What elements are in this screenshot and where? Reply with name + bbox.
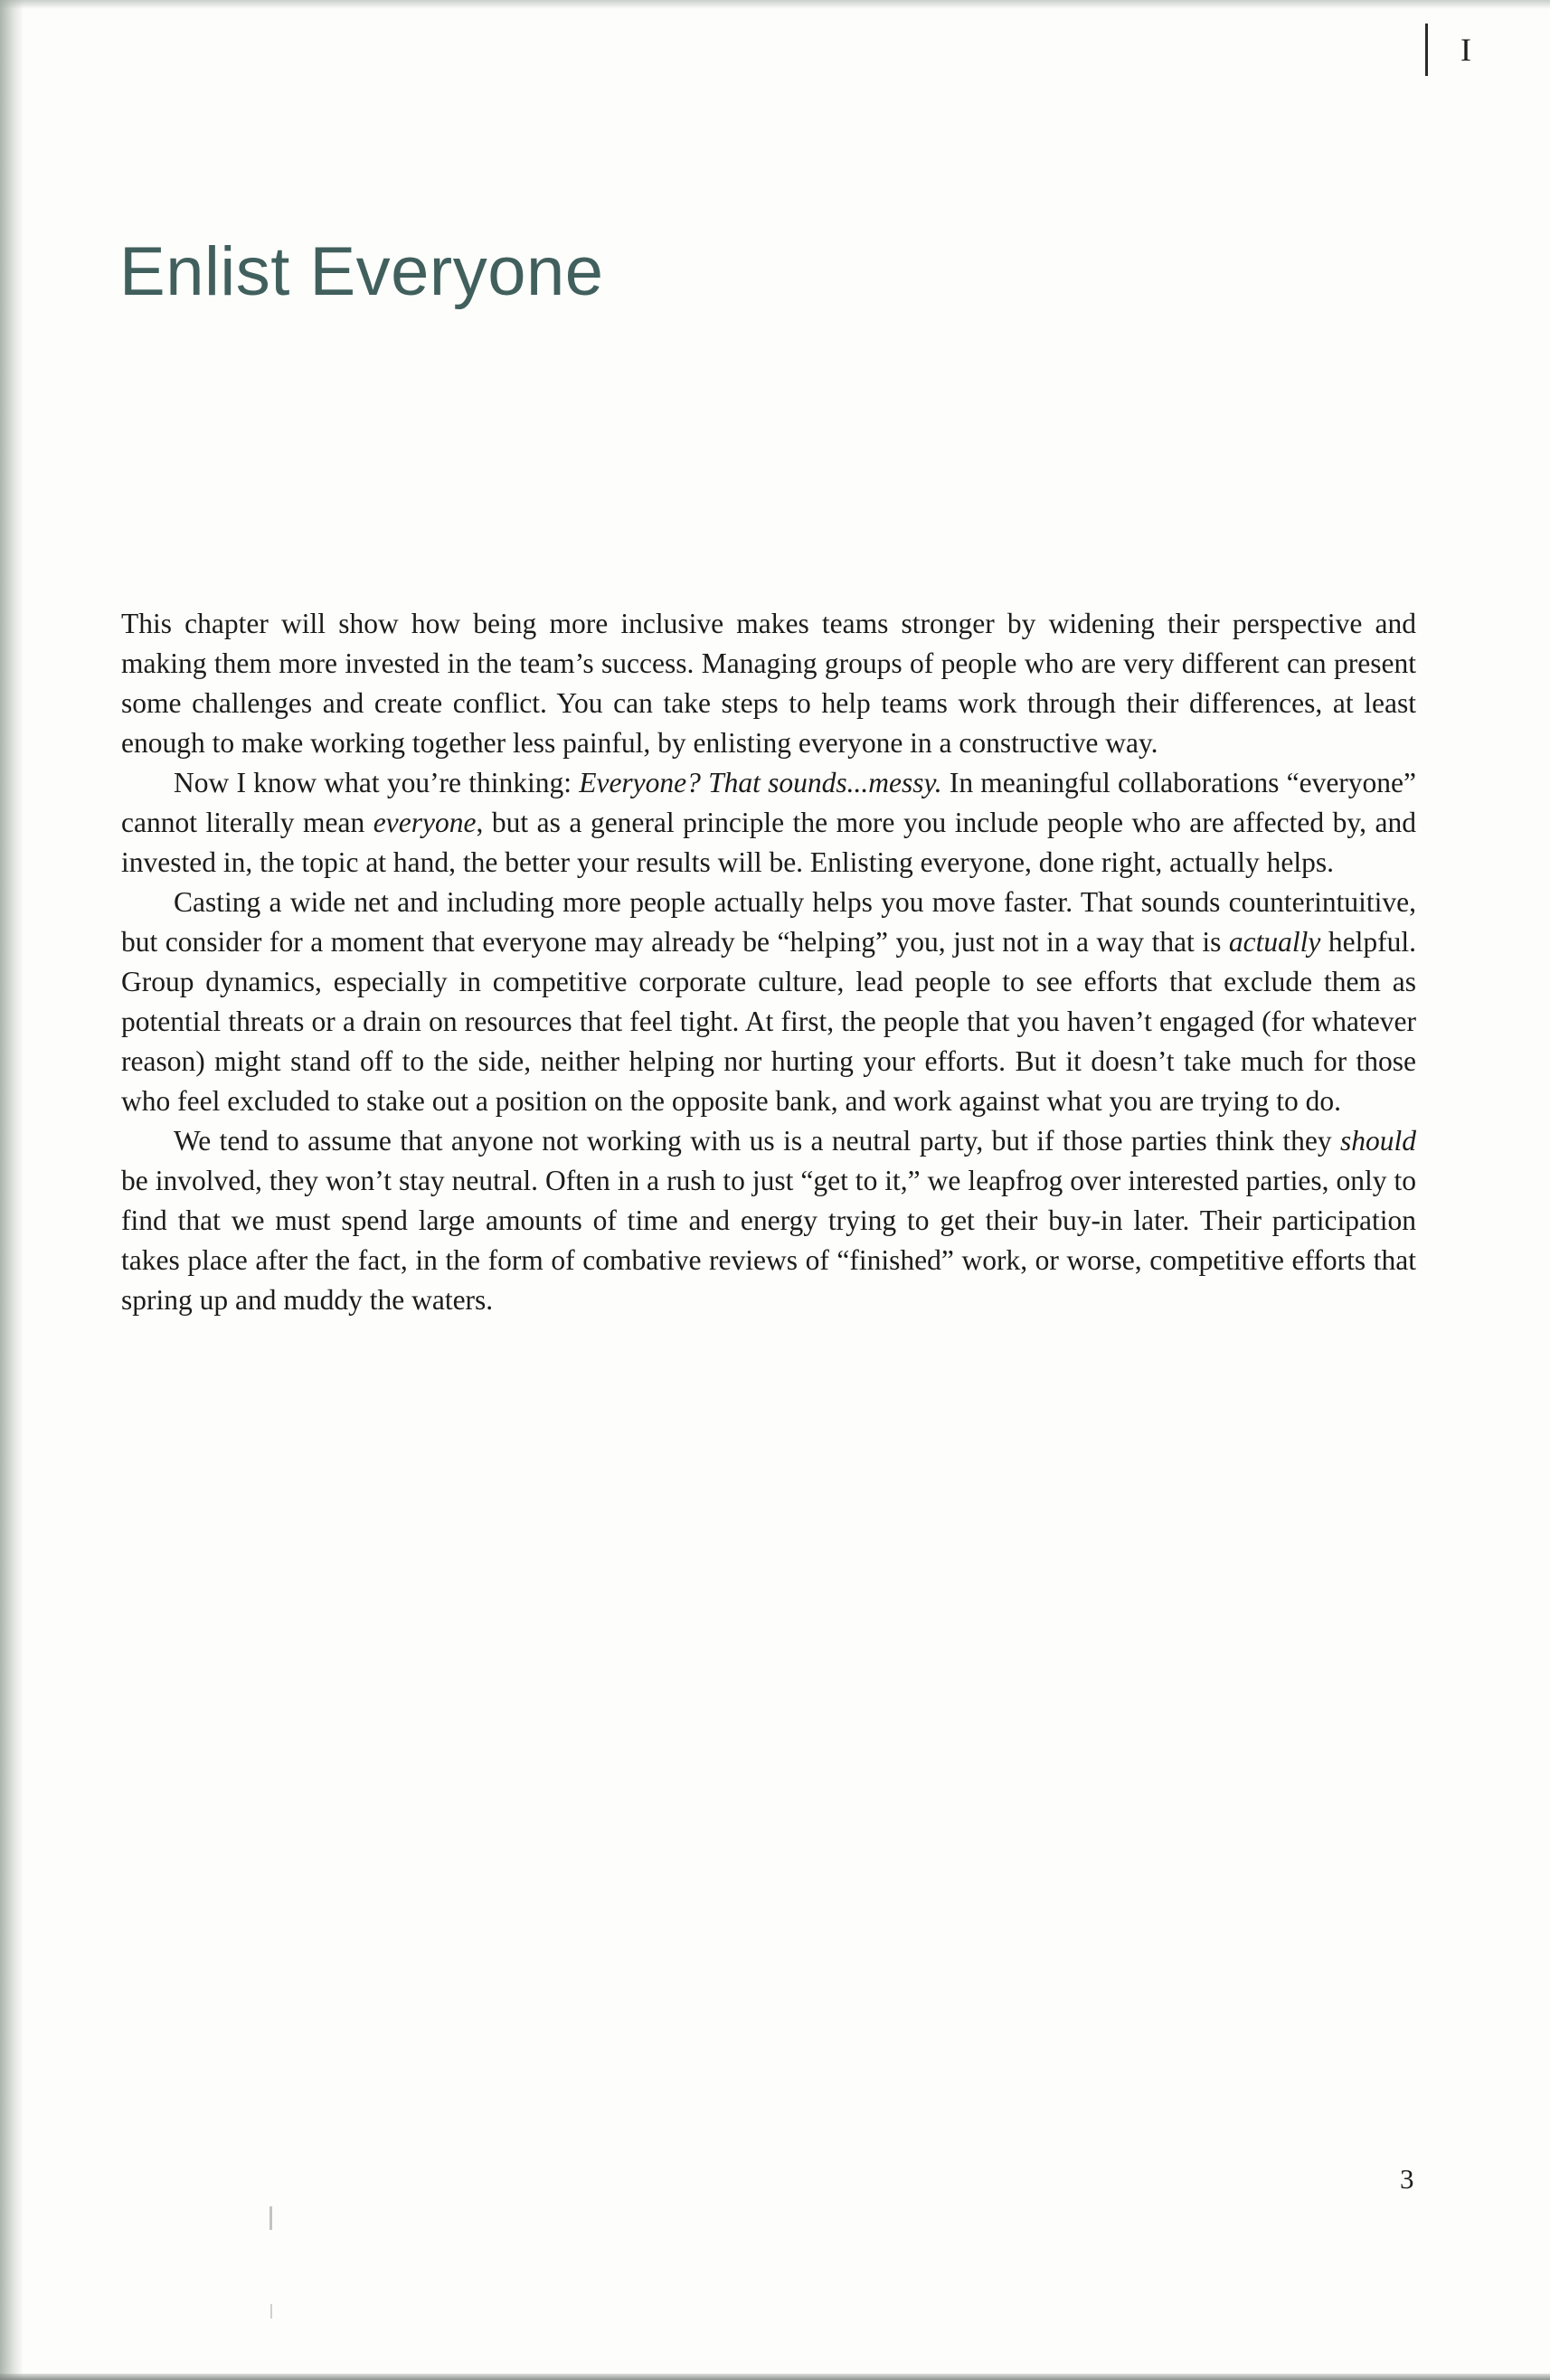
scan-artifact <box>270 2304 272 2319</box>
text-run: We tend to assume that anyone not working with us is a neutral party, but if those parties think they <box>174 1125 1340 1157</box>
text-run: This chapter will show how being more inclusive makes teams stronger by widening their perspective and making them more invested in the team’s success. Managing groups of people who are very different can present some challenges and create conflict. You can take steps to help teams work through their differences, at least enough to make working together less painful, by enlisting everyone in a constructive way. <box>121 608 1416 759</box>
scan-edge-bottom <box>0 2374 1550 2380</box>
italic-text-run: should <box>1339 1125 1416 1157</box>
text-run: In meaningful collaborations “everyone” cannot literally mean <box>121 767 1417 838</box>
italic-text-run: Everyone? That sounds...messy. <box>579 767 942 798</box>
paragraph <box>121 763 1416 883</box>
italic-text-run: actually <box>1228 926 1321 958</box>
text-run: , but as a general principle the more you include people who are affected by, and invested in, the topic at hand, the better your results will be. Enlisting everyone, done right, actually helps. <box>121 807 1416 878</box>
chapter-number-rule <box>1425 24 1428 76</box>
text-run: be involved, they won’t stay neutral. Often in a rush to just “get to it,” we leapfrog over interested parties, only to find that we must spend large amounts of time and energy trying to get their buy-in later. Their participation takes place after the fact, in the form of combative reviews of “finished” work, or worse, competitive efforts that spring up and muddy the waters. <box>121 1165 1416 1316</box>
chapter-number-block <box>1425 24 1471 76</box>
page-number: 3 <box>1400 2163 1414 2195</box>
text-run: Now I know what you’re thinking: <box>174 767 580 798</box>
text-run: helpful. Group dynamics, especially in competitive corporate culture, lead people to see efforts that exclude them as potential threats or a drain on resources that feel tight. At first, the people that you haven’t engaged (for whatever reason) might stand off to the side, neither helping nor hurting your efforts. But it doesn’t take much for those who feel excluded to stake out a position on the opposite bank, and work against what you are trying to do. <box>121 926 1416 1117</box>
italic-text-run: everyone <box>373 807 477 838</box>
chapter-title: Enlist Everyone <box>119 232 604 310</box>
scan-artifact <box>269 2206 272 2230</box>
scan-edge-top <box>0 0 1550 9</box>
text-run: Casting a wide net and including more people actually helps you move faster. That sounds counterintuitive, but consider for a moment that everyone may already be “helping” you, just not in a way that is <box>121 886 1416 958</box>
paragraph <box>121 1121 1416 1320</box>
chapter-number: I <box>1460 32 1471 68</box>
paragraph <box>121 883 1416 1121</box>
paragraph <box>121 604 1416 763</box>
body-text <box>121 604 1416 1320</box>
scan-edge-left <box>0 0 24 2380</box>
